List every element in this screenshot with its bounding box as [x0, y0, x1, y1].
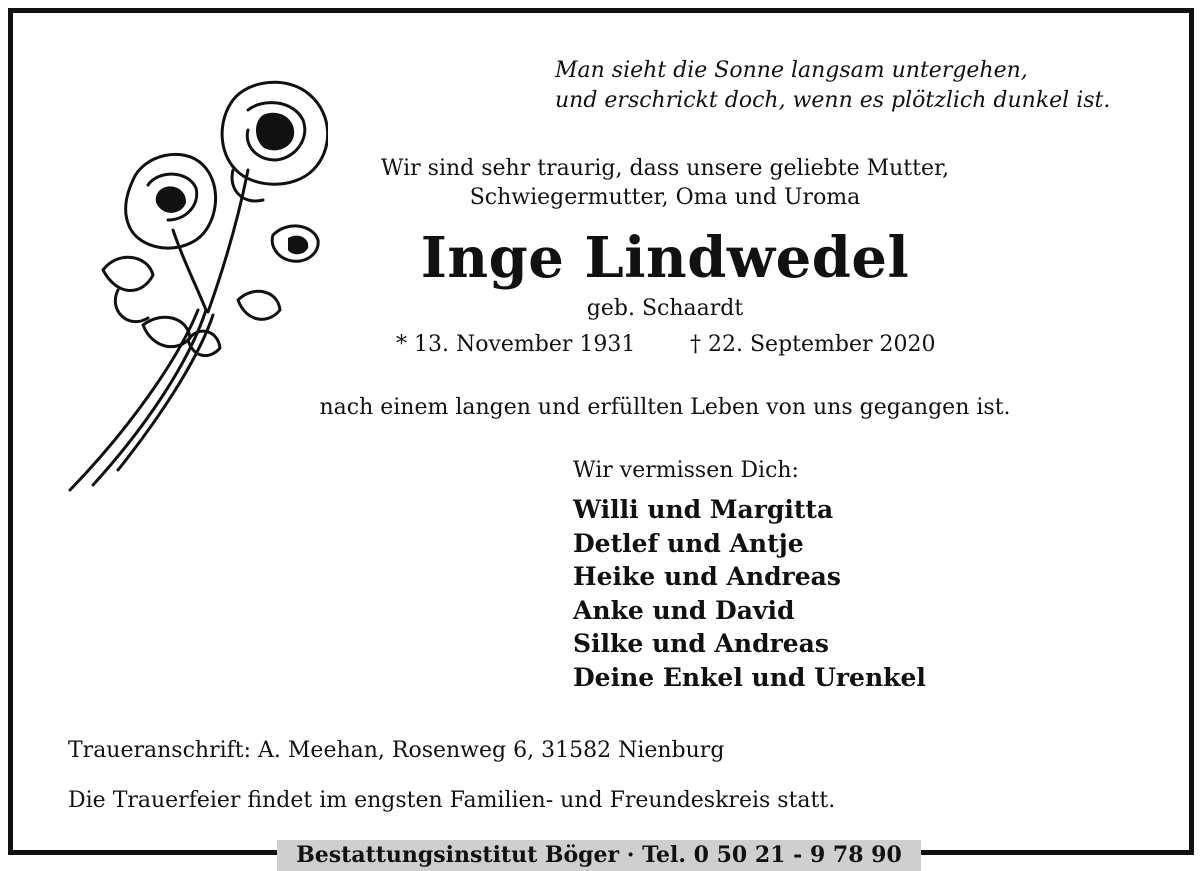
- intro-line-2: Schwiegermutter, Oma und Uroma: [469, 185, 861, 210]
- deceased-name: Inge Lindwedel: [420, 225, 910, 291]
- intro-line-1: Wir sind sehr traurig, dass unsere geliebte Mutter,: [380, 156, 950, 181]
- mourner-entry: Deine Enkel und Urenkel: [573, 662, 926, 692]
- mourner-entry: Willi und Margitta: [573, 495, 834, 524]
- birth-name: geb. Schaardt: [586, 296, 744, 321]
- death-date: † 22. September 2020: [690, 332, 936, 357]
- mourners-label: Wir vermissen Dich:: [573, 458, 799, 483]
- mourners-list: [573, 493, 926, 694]
- mourner-entry: Heike und Andreas: [573, 562, 841, 591]
- mourner-entry: Silke und Andreas: [573, 629, 829, 658]
- roses-illustration-icon: [48, 60, 328, 500]
- funeral-home-banner: [277, 840, 921, 871]
- motto-line-1: Man sieht die Sonne langsam untergehen,: [555, 58, 1028, 83]
- motto-line-2: und erschrickt doch, wenn es plötzlich dunkel ist.: [555, 88, 1111, 113]
- mourner-entry: Anke und David: [573, 595, 795, 625]
- ceremony-note: Die Trauerfeier findet im engsten Familien- und Freundeskreis statt.: [68, 788, 836, 813]
- funeral-home-info: Bestattungsinstitut Böger · Tel. 0 50 21 - 9 78 90: [296, 842, 902, 868]
- birth-date: * 13. November 1931: [396, 332, 636, 357]
- closing-text: nach einem langen und erfüllten Leben von uns gegangen ist.: [319, 395, 1011, 420]
- mourning-address: Traueranschrift: A. Meehan, Rosenweg 6, 31582 Nienburg: [68, 738, 725, 763]
- mourner-entry: Detlef und Antje: [573, 528, 804, 558]
